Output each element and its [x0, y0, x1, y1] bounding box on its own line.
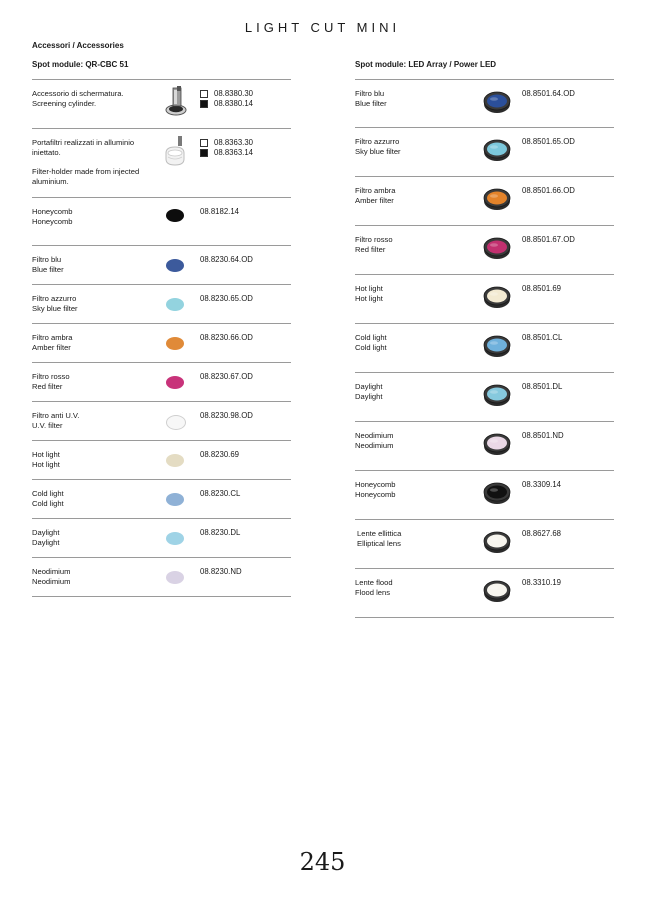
accessory-row — [355, 471, 614, 520]
left-rows — [32, 80, 291, 597]
description-english: Screening cylinder. — [32, 99, 97, 108]
product-code-text: 08.8230.65.OD — [200, 294, 253, 303]
description-english: Neodimium — [355, 441, 394, 450]
description-english: Elliptical lens — [357, 539, 401, 548]
left-column-heading: Spot module: QR-CBC 51 — [32, 60, 291, 80]
item-description — [355, 382, 477, 402]
filter-lens-icon — [483, 383, 511, 407]
product-code: 08.8501.64.OD — [522, 89, 575, 98]
accessory-row — [32, 402, 291, 441]
filter-lens-icon — [483, 530, 511, 554]
product-code: 08.8501.ND — [522, 431, 564, 440]
product-code-text: 08.8230.DL — [200, 528, 241, 537]
white-finish-swatch — [200, 139, 208, 147]
filter-lens-icon — [483, 138, 511, 162]
product-code — [200, 148, 253, 158]
filter-lens-icon — [483, 481, 511, 505]
description-english: Daylight — [32, 538, 60, 547]
item-description — [357, 529, 479, 549]
filter-disc-icon — [166, 376, 184, 389]
item-description — [355, 186, 477, 206]
description-italian: Portafiltri realizzati in alluminio iniettato. — [32, 138, 135, 157]
accessory-row — [355, 128, 614, 177]
page-number: 245 — [299, 848, 346, 876]
section-label: Accessori / Accessories — [32, 41, 124, 50]
product-code-text: 08.8230.ND — [200, 567, 242, 576]
black-finish-swatch — [200, 100, 208, 108]
description-italian: Accessorio di schermatura. — [32, 89, 124, 98]
item-description — [32, 567, 154, 587]
product-code — [200, 489, 240, 499]
right-column — [355, 60, 614, 618]
description-italian: Daylight — [355, 382, 383, 391]
page-title: LIGHT CUT MINI — [244, 20, 401, 35]
item-description — [355, 89, 477, 109]
accessory-row — [32, 198, 291, 246]
item-description — [355, 137, 477, 157]
description-italian: Filtro azzurro — [32, 294, 77, 303]
product-code-text: 08.8182.14 — [200, 207, 240, 216]
product-code: 08.8627.68 — [522, 529, 562, 538]
description-english: Daylight — [355, 392, 383, 401]
description-italian: Daylight — [32, 528, 60, 537]
description-italian: Hot light — [32, 450, 60, 459]
item-description — [32, 450, 154, 470]
left-column — [32, 60, 291, 597]
description-english: Hot light — [32, 460, 60, 469]
accessory-row — [32, 129, 291, 198]
black-finish-swatch — [200, 149, 208, 157]
right-rows — [355, 80, 614, 618]
description-italian: Filtro rosso — [355, 235, 393, 244]
item-description — [355, 235, 477, 255]
product-code — [200, 294, 253, 304]
product-code — [200, 333, 253, 343]
accessory-row — [32, 363, 291, 402]
product-code-text: 08.8230.69 — [200, 450, 240, 459]
filter-lens-icon — [483, 187, 511, 211]
item-description — [355, 480, 477, 500]
product-code-text: 08.8230.64.OD — [200, 255, 253, 264]
description-italian: Cold light — [32, 489, 64, 498]
item-description — [32, 489, 154, 509]
filter-disc-icon — [166, 298, 184, 311]
accessory-row — [355, 422, 614, 471]
product-code-group — [200, 528, 240, 538]
description-english: Amber filter — [32, 343, 71, 352]
item-description — [32, 333, 154, 353]
product-code-text: 08.8380.14 — [214, 99, 254, 108]
product-code: 08.3310.19 — [522, 578, 562, 587]
item-description — [32, 255, 154, 275]
item-description — [32, 207, 154, 227]
white-finish-swatch — [200, 90, 208, 98]
product-code-text: 08.8230.67.OD — [200, 372, 253, 381]
description-italian: Cold light — [355, 333, 387, 342]
product-code — [200, 411, 253, 421]
description-english: Honeycomb — [355, 490, 396, 499]
filter-disc-icon — [166, 532, 184, 545]
description-english: Red filter — [32, 382, 63, 391]
accessory-row — [32, 441, 291, 480]
product-code: 08.8501.67.OD — [522, 235, 575, 244]
product-code-group — [200, 372, 253, 382]
accessory-row — [355, 226, 614, 275]
product-code-group — [200, 207, 239, 217]
accessory-row — [32, 285, 291, 324]
description-italian: Filtro ambra — [355, 186, 396, 195]
description-english: Neodimium — [32, 577, 71, 586]
accessory-row — [355, 520, 614, 569]
product-code — [200, 99, 253, 109]
product-code-group — [200, 294, 253, 304]
description-italian: Neodimium — [355, 431, 394, 440]
description-english: Hot light — [355, 294, 383, 303]
product-code-group — [200, 255, 253, 265]
accessory-row — [32, 480, 291, 519]
filter-lens-icon — [483, 285, 511, 309]
description-english: Blue filter — [32, 265, 64, 274]
product-code: 08.3309.14 — [522, 480, 562, 489]
item-description — [355, 284, 477, 304]
description-italian: Filtro rosso — [32, 372, 70, 381]
accessory-row — [32, 558, 291, 597]
accessory-row — [355, 324, 614, 373]
product-code-text: 08.8230.98.OD — [200, 411, 253, 420]
description-english: Cold light — [355, 343, 387, 352]
accessory-row — [355, 177, 614, 226]
description-english: Sky blue filter — [32, 304, 78, 313]
description-italian: Honeycomb — [355, 480, 396, 489]
accessory-row — [32, 80, 291, 129]
product-code — [200, 138, 253, 148]
item-description — [32, 138, 154, 187]
item-description — [355, 578, 477, 598]
item-description — [32, 372, 154, 392]
item-description — [32, 528, 154, 548]
product-code — [200, 89, 253, 99]
description-italian: Filtro blu — [355, 89, 385, 98]
accessory-row — [32, 324, 291, 363]
description-italian: Hot light — [355, 284, 383, 293]
screening-cylinder-icon — [162, 84, 188, 121]
description-english: Filter-holder made from injected aluminium. — [32, 167, 140, 186]
product-code: 08.8501.69 — [522, 284, 562, 293]
right-column-heading: Spot module: LED Array / Power LED — [355, 60, 614, 80]
product-code-text: 08.8230.CL — [200, 489, 241, 498]
filter-disc-icon — [166, 337, 184, 350]
accessory-row — [32, 519, 291, 558]
description-italian: Filtro azzurro — [355, 137, 400, 146]
description-italian: Neodimium — [32, 567, 71, 576]
product-code-group — [200, 567, 242, 577]
description-english: Flood lens — [355, 588, 391, 597]
product-code: 08.8501.DL — [522, 382, 563, 391]
description-english: Red filter — [355, 245, 386, 254]
description-italian: Filtro ambra — [32, 333, 73, 342]
description-italian: Lente flood — [355, 578, 393, 587]
product-code-text: 08.8230.66.OD — [200, 333, 253, 342]
accessory-row — [355, 569, 614, 618]
product-code — [200, 207, 239, 217]
description-english: Blue filter — [355, 99, 387, 108]
filter-disc-icon — [166, 493, 184, 506]
accessory-row — [355, 80, 614, 128]
accessory-row — [355, 275, 614, 324]
filter-disc-icon — [166, 571, 184, 584]
description-italian: Lente ellittica — [357, 529, 402, 538]
description-italian: Honeycomb — [32, 207, 73, 216]
description-italian: Filtro anti U.V. — [32, 411, 80, 420]
description-english: Amber filter — [355, 196, 394, 205]
product-code: 08.8501.CL — [522, 333, 563, 342]
filter-disc-icon — [166, 415, 186, 430]
product-code: 08.8501.66.OD — [522, 186, 575, 195]
product-code-group — [200, 333, 253, 343]
item-description — [355, 333, 477, 353]
description-italian: Filtro blu — [32, 255, 62, 264]
product-code — [200, 372, 253, 382]
description-english: Cold light — [32, 499, 64, 508]
item-description — [355, 431, 477, 451]
product-code-group — [200, 450, 239, 460]
item-description — [32, 294, 154, 314]
product-code — [200, 528, 240, 538]
product-code-text: 08.8380.30 — [214, 89, 254, 98]
filter-lens-icon — [483, 334, 511, 358]
accessory-row — [355, 373, 614, 422]
filter-lens-icon — [483, 579, 511, 603]
item-description — [32, 411, 154, 431]
filter-lens-icon — [483, 236, 511, 260]
product-code-text: 08.8363.30 — [214, 138, 254, 147]
description-english: U.V. filter — [32, 421, 63, 430]
product-code-text: 08.8363.14 — [214, 148, 254, 157]
product-code — [200, 450, 239, 460]
description-english: Sky blue filter — [355, 147, 401, 156]
description-english: Honeycomb — [32, 217, 73, 226]
accessory-row — [32, 246, 291, 285]
filter-disc-icon — [166, 454, 184, 467]
filter-holder-icon — [162, 135, 188, 172]
product-code-group — [200, 489, 240, 499]
product-code-group — [200, 411, 253, 421]
product-code — [200, 255, 253, 265]
filter-lens-icon — [483, 90, 511, 114]
filter-lens-icon — [483, 432, 511, 456]
item-description — [32, 89, 154, 109]
product-code — [200, 567, 242, 577]
product-code-group — [200, 138, 253, 158]
product-code: 08.8501.65.OD — [522, 137, 575, 146]
filter-disc-icon — [166, 259, 184, 272]
filter-disc-icon — [166, 209, 184, 222]
product-code-group — [200, 89, 253, 109]
